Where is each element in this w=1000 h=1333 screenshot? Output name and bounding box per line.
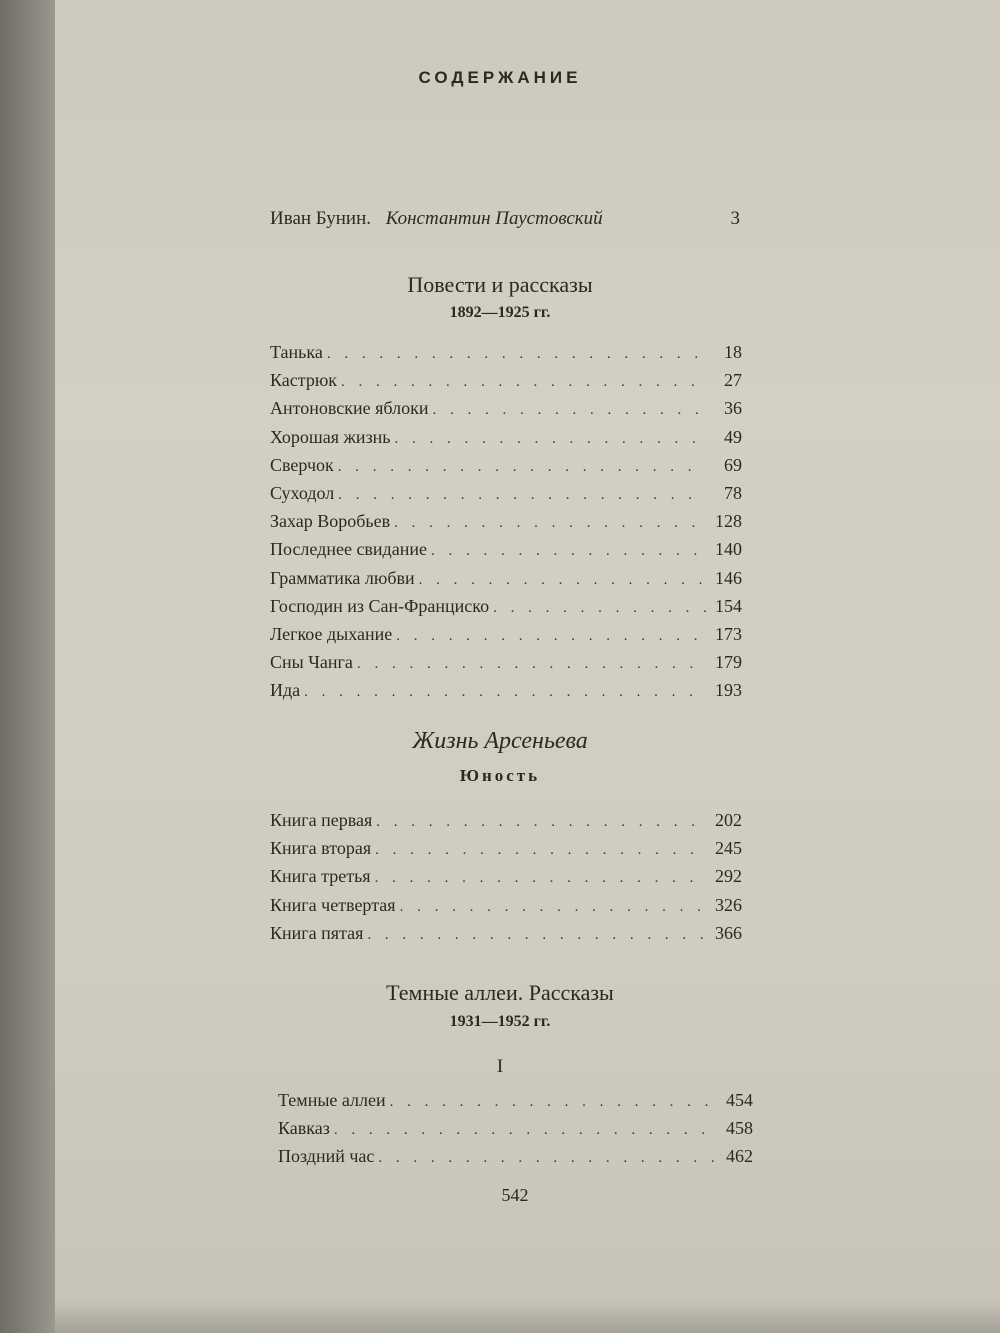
toc-entry-title: Суходол <box>270 482 335 503</box>
toc-entry-page: 202 <box>715 810 742 830</box>
toc-entry-page: 245 <box>715 838 742 859</box>
toc-entry[interactable] <box>270 806 742 834</box>
toc-entry[interactable] <box>270 479 742 507</box>
contents-heading: СОДЕРЖАНИЕ <box>418 68 582 87</box>
toc-entry[interactable] <box>270 891 742 919</box>
section-subtitle-youth: Юность <box>459 766 541 785</box>
toc-entry-page: 326 <box>715 894 742 915</box>
dot-leader <box>493 594 706 622</box>
toc-entry-title: Антоновские яблоки <box>270 398 429 419</box>
toc-entry-page: 458 <box>726 1118 753 1139</box>
toc-entry[interactable] <box>270 423 742 451</box>
toc-entry-page: 292 <box>715 866 742 887</box>
dot-leader <box>338 481 706 509</box>
section-title-dark-alleys: Темные аллеи. Рассказы <box>386 980 614 1005</box>
toc-entry-title: Танька <box>270 342 323 362</box>
toc-entry-title: Сны Чанга <box>270 652 353 673</box>
toc-entry-page: 78 <box>724 482 742 503</box>
toc-entry-title: Последнее свидание <box>270 539 427 560</box>
dot-leader <box>334 1116 717 1144</box>
toc-entry-title: Книга первая <box>270 810 373 830</box>
toc-entry[interactable] <box>270 451 742 479</box>
toc-entry-title: Книга четвертая <box>270 894 396 915</box>
toc-entry-page: 69 <box>724 454 742 475</box>
section-title-arsenyev: Жизнь Арсеньева <box>412 728 588 754</box>
dot-leader <box>390 1088 717 1116</box>
dot-leader <box>396 622 706 650</box>
toc-entry[interactable] <box>270 535 742 563</box>
toc-entry[interactable] <box>270 338 742 366</box>
toc-entry[interactable] <box>270 507 742 535</box>
page-folio-number: 542 <box>501 1185 529 1205</box>
dot-leader <box>394 509 706 537</box>
toc-entry[interactable] <box>278 1086 753 1114</box>
dot-leader <box>357 650 706 678</box>
toc-entry[interactable] <box>278 1114 753 1142</box>
part-number: I <box>496 1056 504 1077</box>
intro-page-number: 3 <box>730 208 740 229</box>
toc-entry-title: Ида <box>270 680 301 701</box>
toc-entry-page: 140 <box>715 539 742 560</box>
toc-entry-page: 179 <box>715 652 742 673</box>
toc-entry[interactable] <box>270 366 742 394</box>
toc-entry[interactable] <box>270 862 742 890</box>
intro-author: Иван Бунин. <box>270 208 371 229</box>
toc-entry[interactable] <box>270 592 742 620</box>
toc-entry-page: 146 <box>715 567 742 588</box>
intro-text <box>270 208 603 230</box>
toc-entry-page: 18 <box>724 342 742 362</box>
toc-list-arsenyev <box>270 806 742 947</box>
toc-entry-title: Грамматика любви <box>270 567 415 588</box>
section-years-stories: 1892—1925 гг. <box>449 304 551 321</box>
dot-leader <box>367 921 706 949</box>
toc-entry-title: Книга вторая <box>270 838 372 859</box>
toc-entry-title: Книга третья <box>270 866 371 887</box>
toc-entry-page: 462 <box>726 1146 753 1167</box>
toc-entry-page: 173 <box>715 623 742 644</box>
toc-entry[interactable] <box>270 620 742 648</box>
dot-leader <box>304 678 706 706</box>
toc-entry-title: Кастрюк <box>270 370 338 391</box>
dot-leader <box>341 368 706 396</box>
toc-entry-page: 154 <box>715 595 742 616</box>
toc-entry[interactable] <box>278 1142 753 1170</box>
toc-entry[interactable] <box>270 919 742 947</box>
dot-leader <box>419 566 706 594</box>
toc-entry-page: 49 <box>724 426 742 447</box>
toc-entry-title: Господин из Сан-Франциско <box>270 595 490 616</box>
dot-leader <box>433 396 707 424</box>
toc-entry-page: 454 <box>726 1090 753 1110</box>
toc-entry-title: Поздний час <box>278 1146 375 1167</box>
dot-leader <box>375 864 706 892</box>
toc-entry-page: 27 <box>724 370 742 391</box>
dot-leader <box>400 893 706 921</box>
intro-entry <box>270 208 740 230</box>
toc-entry[interactable] <box>270 676 742 704</box>
toc-entry-title: Захар Воробьев <box>270 511 391 532</box>
dot-leader <box>327 340 706 368</box>
toc-entry-page: 366 <box>715 922 742 943</box>
dot-leader <box>431 537 706 565</box>
toc-entry-title: Хорошая жизнь <box>270 426 391 447</box>
toc-entry[interactable] <box>270 834 742 862</box>
toc-entry-page: 193 <box>715 680 742 701</box>
dot-leader <box>375 836 706 864</box>
toc-entry-title: Кавказ <box>278 1118 330 1139</box>
toc-entry-title: Сверчок <box>270 454 334 475</box>
toc-entry-title: Легкое дыхание <box>270 623 393 644</box>
dot-leader <box>338 453 706 481</box>
toc-entry-page: 128 <box>715 511 742 532</box>
dot-leader <box>378 1144 717 1172</box>
toc-list-stories <box>270 338 742 704</box>
toc-entry-page: 36 <box>724 398 742 419</box>
toc-entry[interactable] <box>270 394 742 422</box>
section-title-stories: Повести и рассказы <box>407 272 593 297</box>
toc-list-dark-alleys <box>278 1086 753 1171</box>
intro-essay-author: Константин Паустовский <box>385 208 603 229</box>
dot-leader <box>395 425 706 453</box>
dot-leader <box>376 808 706 836</box>
toc-entry[interactable] <box>270 648 742 676</box>
toc-entry[interactable] <box>270 564 742 592</box>
section-years-dark-alleys: 1931—1952 гг. <box>449 1013 551 1030</box>
toc-entry-title: Темные аллеи <box>278 1090 386 1110</box>
toc-entry-title: Книга пятая <box>270 922 364 943</box>
